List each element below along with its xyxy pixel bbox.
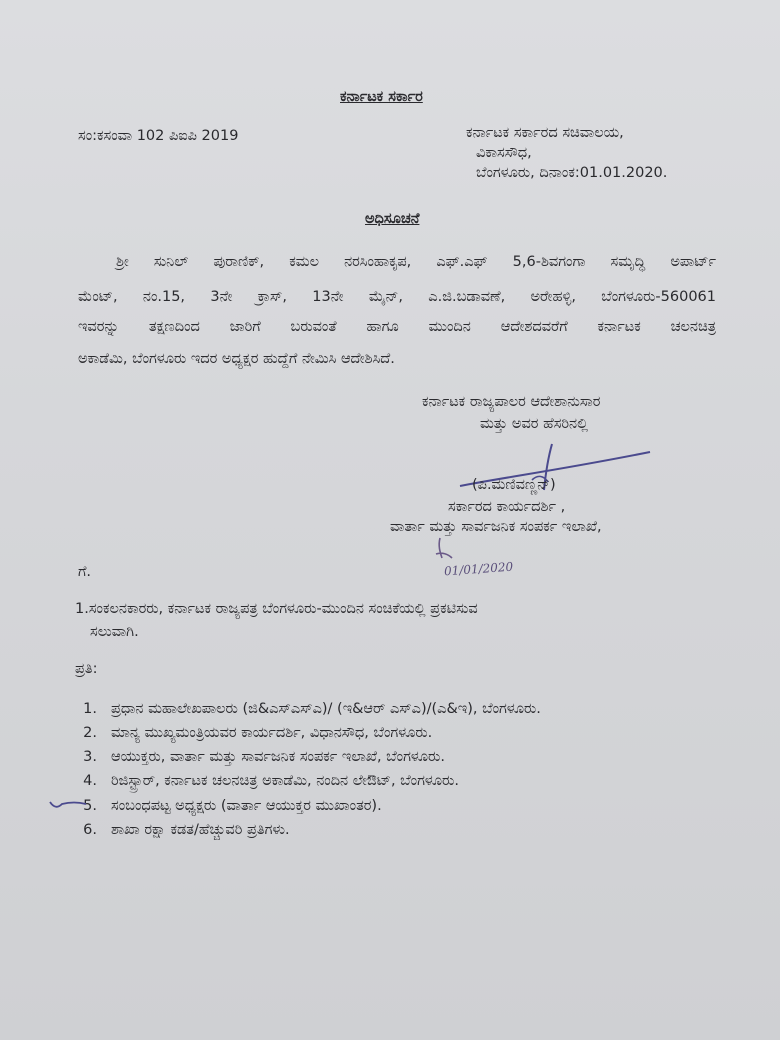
copy-item-number: 2. [83,725,97,741]
copy-item-text: ಪ್ರಧಾನ ಮಹಾಲೇಖಪಾಲರು (ಜಿ&ಎಸ್ಎಸ್ಎ)/ (ಇ&ಆರ್ ಎಸ್ಎ)/(ಎ&ಇ), ಬೆಂಗಳೂರು. [111,701,541,717]
copy-item-text: ಆಯುಕ್ತರು, ವಾರ್ತಾ ಮತ್ತು ಸಾರ್ವಜನಿಕ ಸಂಪರ್ಕ ಇಲಾಖೆ, ಬೆಂಗಳೂರು. [111,749,445,765]
to-label: ಗೆ. [78,564,92,580]
recipient-line-1: 1.ಸಂಕಲನಕಾರರು, ಕರ್ನಾಟಕ ರಾಜ್ಯಪತ್ರ ಬೆಂಗಳೂರು-ಮುಂದಿನ ಸಂಚಿಕೆಯಲ್ಲಿ ಪ್ರಕಟಿಸುವ [75,601,478,617]
copy-item-text: ಸಂಬಂಧಪಟ್ಟ ಅಧ್ಯಕ್ಷರು (ವಾರ್ತಾ ಆಯುಕ್ತರ ಮುಖಾಂತರ). [111,798,382,814]
copy-item-number: 3. [83,749,97,765]
office-line-2: ವಿಕಾಸಸೌಧ, [476,145,532,161]
recipient-line-2: ಸಲುವಾಗಿ. [90,624,139,640]
office-line-3: ಬೆಂಗಳೂರು, ದಿನಾಂಕ:01.01.2020. [476,165,668,181]
copy-item-number: 6. [83,822,97,838]
copy-item-number: 5. [83,798,97,814]
signatory-name: (ಪಿ.ಮಣಿವಣ್ಣನ್) [472,477,556,493]
authority-line-2: ಮತ್ತು ಅವರ ಹೆಸರಿನಲ್ಲಿ [480,416,589,432]
copy-label: ಪ್ರತಿ: [75,661,98,677]
notification-paragraph-line-1: ಶ್ರೀ ಸುನಿಲ್ ಪುರಾಣಿಕ್, ಕಮಲ ನರಸಿಂಹಾಕೃಪ, ಎಫ್.ಎಫ್ 5,6-ಶಿವಗಂಗಾ ಸಮೃದ್ಧಿ ಅಪಾರ್ಟ್ [116,254,716,270]
copy-item [75,772,459,790]
copy-item-text: ರಿಜಿಸ್ಟ್ರಾರ್, ಕರ್ನಾಟಕ ಚಲನಚಿತ್ರ ಅಕಾಡೆಮಿ, ನಂದಿನ ಲೇಔಟ್, ಬೆಂಗಳೂರು. [111,773,459,789]
notification-paragraph-line-2: ಮೆಂಟ್, ನಂ.15, 3ನೇ ಕ್ರಾಸ್, 13ನೇ ಮೈನ್, ಎ.ಜಿ.ಬಡಾವಣೆ, ಅರೇಹಳ್ಳಿ, ಬೆಂಗಳೂರು-560061 [78,289,716,305]
copy-item-number: 4. [83,773,97,789]
reference-number: ಸಂ:ಕಸಂವಾ 102 ಪಿಐಪಿ 2019 [78,128,239,144]
handwritten-date: 01/01/2020 [443,559,514,579]
copy-item [75,821,290,839]
initial-mark [432,536,458,564]
copy-item [75,748,445,766]
signatory-designation: ಸರ್ಕಾರದ ಕಾರ್ಯದರ್ಶಿ , [448,499,566,515]
copy-item [75,797,382,815]
copy-item-text: ಶಾಖಾ ರಕ್ಷಾ ಕಡತ/ಹೆಚ್ಚುವರಿ ಪ್ರತಿಗಳು. [111,822,290,838]
copy-item-number: 1. [83,701,97,717]
copy-item-text: ಮಾನ್ಯ ಮುಖ್ಯಮಂತ್ರಿಯವರ ಕಾರ್ಯದರ್ಶಿ, ವಿಧಾನಸೌಧ, ಬೆಂಗಳೂರು. [111,725,433,741]
signatory-department: ವಾರ್ತಾ ಮತ್ತು ಸಾರ್ವಜನಿಕ ಸಂಪರ್ಕ ಇಲಾಖೆ, [390,519,602,535]
copy-item [75,700,541,718]
notification-heading: ಅಧಿಸೂಚನೆ [365,211,420,227]
authority-line-1: ಕರ್ನಾಟಕ ರಾಜ್ಯಪಾಲರ ಆದೇಶಾನುಸಾರ [422,394,601,410]
notification-paragraph-line-4: ಅಕಾಡೆಮಿ, ಬೆಂಗಳೂರು ಇದರ ಅಧ್ಯಕ್ಷರ ಹುದ್ದೆಗೆ ನೇಮಿಸಿ ಆದೇಶಿಸಿದೆ. [78,351,395,367]
notification-paragraph-line-3: ಇವರನ್ನು ತಕ್ಷಣದಿಂದ ಜಾರಿಗೆ ಬರುವಂತೆ ಹಾಗೂ ಮುಂದಿನ ಆದೇಶದವರೆಗೆ ಕರ್ನಾಟಕ ಚಲನಚಿತ್ರ [78,319,716,335]
tick-mark [46,794,90,814]
government-title: ಕರ್ನಾಟಕ ಸರ್ಕಾರ [340,89,423,105]
copy-item [75,724,432,742]
office-line-1: ಕರ್ನಾಟಕ ಸರ್ಕಾರದ ಸಚಿವಾಲಯ, [466,125,624,141]
